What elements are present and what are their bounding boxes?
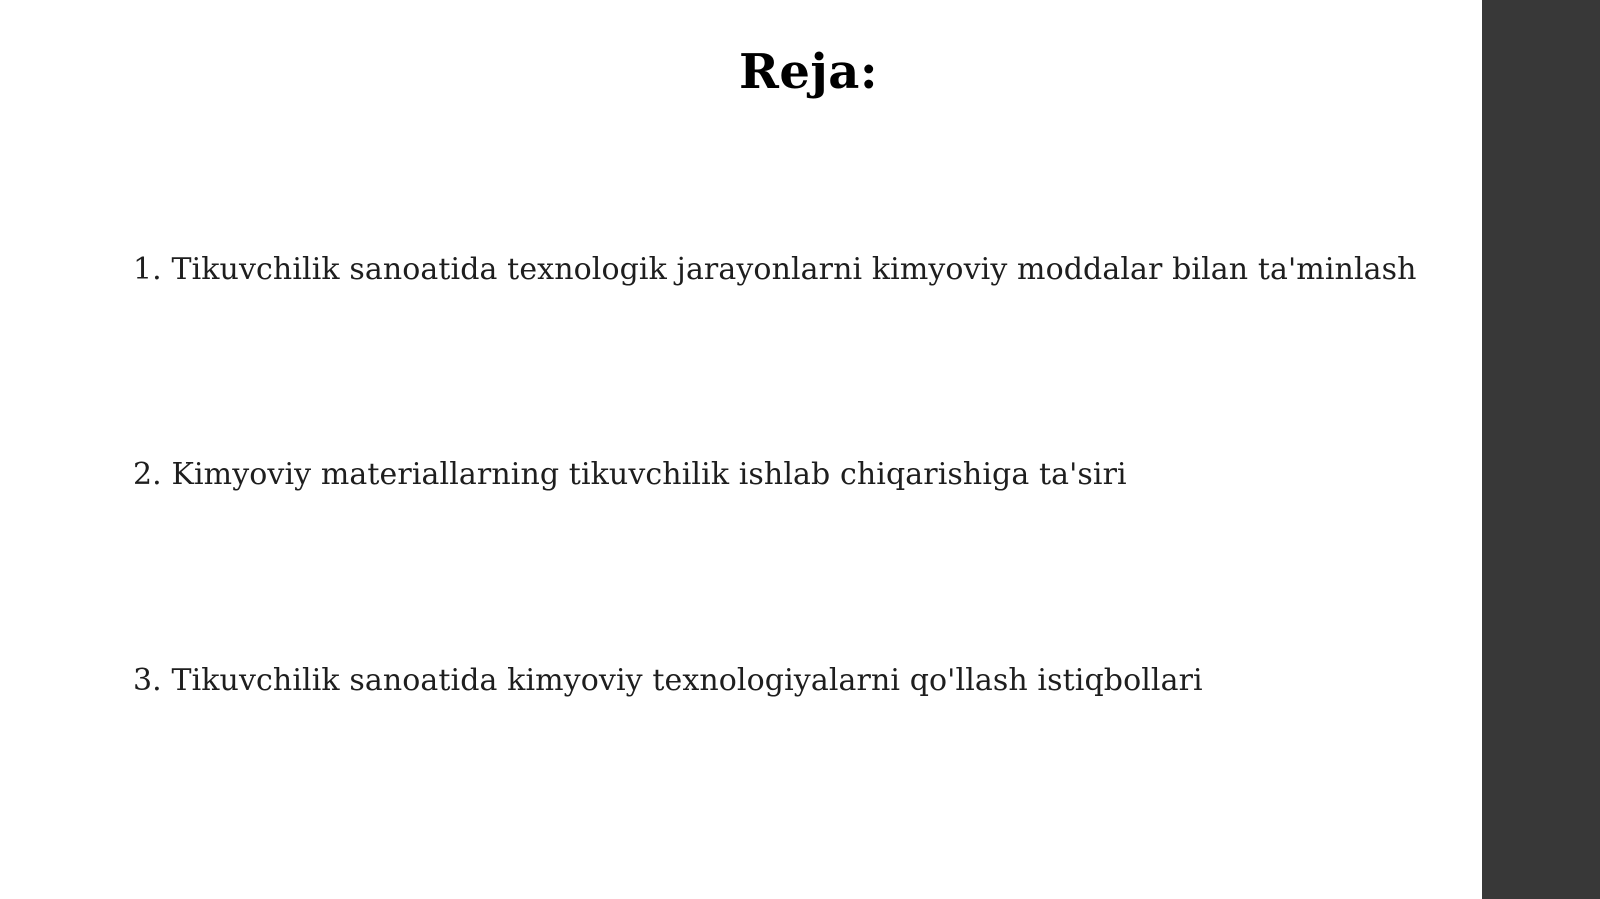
- plan-item-2: 2. Kimyoviy materiallarning tikuvchilik ishlab chiqarishiga ta'siri: [133, 457, 1127, 492]
- right-side-panel: [1482, 0, 1600, 899]
- plan-item-3: 3. Tikuvchilik sanoatida kimyoviy texnologiyalarni qo'llash istiqbollari: [133, 663, 1203, 698]
- slide-title: Reja:: [738, 44, 879, 100]
- plan-item-1: 1. Tikuvchilik sanoatida texnologik jarayonlarni kimyoviy moddalar bilan ta'minlash: [133, 252, 1417, 287]
